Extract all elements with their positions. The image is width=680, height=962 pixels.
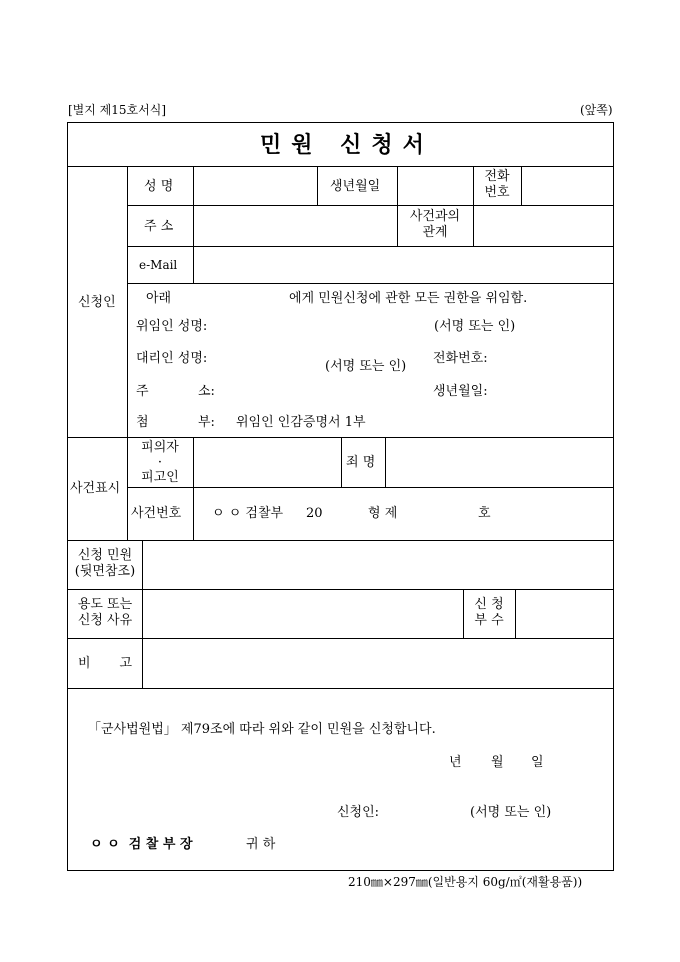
name-label: 성 명 [144,179,174,194]
page-side-label: (앞쪽) [580,103,613,117]
request-field[interactable] [143,541,612,588]
form-title: 민원 신청서 [260,132,434,158]
date-month-label: 월 [491,755,504,770]
proxy-name-label: 대리인 성명: [136,351,208,366]
remarks-field[interactable] [143,639,612,687]
recipient-honorific: 귀 하 [246,837,276,852]
declaration-statement: 「군사법원법」 제79조에 따라 위와 같이 민원을 신청합니다. [88,722,436,737]
relation-label-line1: 사건과의 [409,209,461,224]
case-number-label: 사건번호 [131,506,182,521]
phone-label [474,169,520,201]
recipient-name: ㅇ ㅇ 검 찰 부 장 [90,837,193,852]
suspect-label-line1: 피의자 [141,440,179,455]
charge-field[interactable] [386,438,612,486]
phone-label-line2: 번호 [484,185,510,200]
form-number: [별지 제15호서식] [68,103,166,117]
suspect-label-dot: · [157,455,163,470]
phone-label-line1: 전화 [484,169,510,184]
attachment-label-a: 첨 [136,415,149,430]
attachment-value: 위임인 인감증명서 1부 [236,415,366,430]
delegator-name-label: 위임인 성명: [136,319,208,334]
address-field[interactable] [194,206,396,245]
rule-col-birth-label [317,166,318,205]
case-suffix: 호 [478,506,491,521]
relation-label [398,209,472,241]
copies-label-line2: 부 수 [474,613,504,628]
purpose-field[interactable] [143,590,462,637]
request-label-line2: (뒷면참조) [74,564,136,579]
rule-col-charge-label [341,437,342,487]
proxy-address-label-a: 주 [136,384,149,399]
relation-label-line2: 관계 [422,225,448,240]
date-year-label: 년 [449,755,462,770]
applicant-section-label: 신청인 [78,295,116,310]
email-label: e-Mail [139,258,178,272]
suspect-field[interactable] [194,438,340,486]
copies-field[interactable] [516,590,612,637]
remarks-label: 비 고 [78,656,133,671]
declaration-signature-label: (서명 또는 인) [470,805,552,820]
delegation-text: 에게 민원신청에 관한 모든 권한을 위임함. [289,291,528,306]
purpose-label [68,597,142,629]
rule-suspect-row [127,487,614,488]
case-year: 20 [306,506,323,521]
case-section-label: 사건표시 [70,481,121,496]
request-label-line1: 신청 민원 [77,548,133,563]
delegation-prefix: 아래 [146,291,172,306]
email-field[interactable] [194,247,612,282]
proxy-phone-label: 전화번호: [433,351,488,366]
name-field[interactable] [194,167,316,204]
request-label [68,548,142,580]
birth-field[interactable] [398,167,472,204]
purpose-label-line2: 신청 사유 [77,613,133,628]
proxy-address-label-b: 소: [198,384,215,399]
suspect-label-line2: 피고인 [141,470,179,485]
copies-label [464,597,514,629]
attachment-label-b: 부: [198,415,215,430]
case-number-prefix: ㅇ ㅇ 검찰부 [212,506,284,521]
proxy-signature-label: (서명 또는 인) [325,359,407,374]
address-label: 주 소 [144,219,174,234]
suspect-label [128,440,192,485]
birth-label: 생년월일 [330,179,381,194]
paper-spec: 210㎜×297㎜(일반용지 60g/㎡(재활용품)) [348,875,583,889]
copies-label-line1: 신 청 [474,597,504,612]
delegator-signature-label: (서명 또는 인) [434,319,516,334]
declaration-applicant-label: 신청인: [337,805,380,820]
relation-field[interactable] [474,206,612,245]
date-day-label: 일 [531,755,544,770]
rule-remarks-end [67,688,614,689]
rule-email-row [127,283,614,284]
phone-field[interactable] [522,167,612,204]
charge-label: 죄 명 [346,455,376,470]
case-type: 형 제 [368,506,398,521]
proxy-birth-label: 생년월일: [433,384,488,399]
purpose-label-line1: 용도 또는 [77,597,133,612]
